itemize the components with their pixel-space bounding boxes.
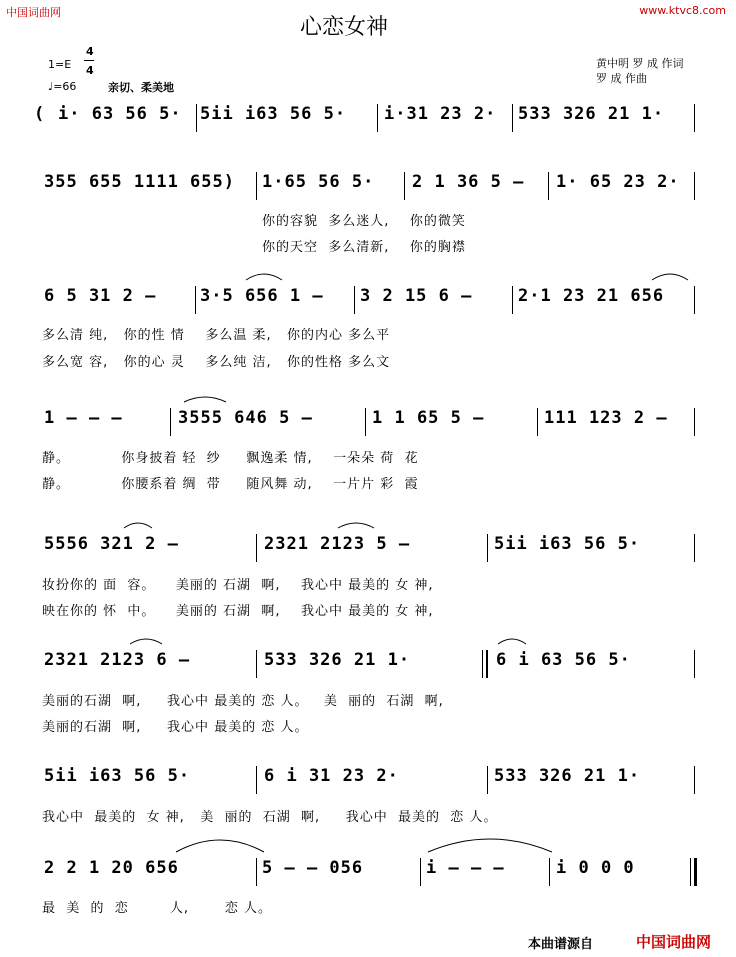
- lyric-line-1: 静。 你身披着 轻 纱 飘逸柔 情, 一朵朵 荷 花: [42, 451, 419, 466]
- notation-segment: 6 5 31 2 –: [44, 286, 157, 306]
- slur: [124, 523, 152, 528]
- notation-segment: 6 i 63 56 5·: [496, 650, 631, 670]
- slur: [184, 397, 226, 402]
- lyric-line-1: 妆扮你的 面 容。 美丽的 石湖 啊, 我心中 最美的 女 神,: [42, 578, 434, 593]
- slur: [130, 639, 162, 644]
- notation-segment: (: [34, 104, 46, 124]
- lyricist-credit: 黄中明 罗 成 作词: [596, 57, 684, 70]
- lyric-line-1: 最 美 的 恋 人, 恋 人。: [42, 901, 273, 916]
- slur: [176, 840, 264, 852]
- notation-segment: 355 655 1111 655): [44, 172, 235, 192]
- slur: [338, 523, 374, 528]
- notation-segment: 533 326 21 1·: [264, 650, 411, 670]
- slur: [428, 839, 552, 852]
- notation-segment: 3555 646 5 –: [178, 408, 313, 428]
- key-signature: 1=E: [48, 58, 72, 71]
- notation-segment: 3·5 656 1 –: [200, 286, 324, 306]
- notation-segment: 1· 65 23 2·: [556, 172, 680, 192]
- notation-segment: 5ii i63 56 5·: [494, 534, 641, 554]
- notation-segment: 2321 2123 6 –: [44, 650, 191, 670]
- lyric-line-1: 多么清 纯, 你的性 情 多么温 柔, 你的内心 多么平: [42, 328, 391, 343]
- notation-segment: 5 – – 056: [262, 858, 364, 878]
- lyric-line-2: 你的天空 多么清新, 你的胸襟: [262, 240, 466, 255]
- expression-marking: 亲切、柔美地: [108, 81, 174, 94]
- lyric-line-1: 你的容貌 多么迷人, 你的微笑: [262, 214, 466, 229]
- lyric-line-2: 映在你的 怀 中。 美丽的 石湖 啊, 我心中 最美的 女 神,: [42, 604, 434, 619]
- lyric-line-2: 美丽的石湖 啊, 我心中 最美的 恋 人。: [42, 720, 309, 735]
- composer-credit: 罗 成 作曲: [596, 72, 647, 85]
- watermark-left: 中国词曲网: [6, 6, 61, 19]
- notation-segment: i – – –: [426, 858, 505, 878]
- lyric-line-1: 美丽的石湖 啊, 我心中 最美的 恋 人。 美 丽的 石湖 啊,: [42, 694, 444, 709]
- slur: [498, 639, 526, 644]
- lyric-line-1: 我心中 最美的 女 神, 美 丽的 石湖 啊, 我心中 最美的 恋 人。: [42, 810, 498, 825]
- lyric-line-2: 静。 你腰系着 绸 带 随风舞 动, 一片片 彩 霞: [42, 477, 419, 492]
- notation-segment: 2·1 23 21 656: [518, 286, 665, 306]
- notation-segment: 1 – – –: [44, 408, 123, 428]
- notation-segment: 3 2 15 6 –: [360, 286, 473, 306]
- notation-segment: 111 123 2 –: [544, 408, 668, 428]
- notation-segment: i 0 0 0: [556, 858, 635, 878]
- time-signature-top: 4: [86, 45, 94, 58]
- watermark-right: www.ktvc8.com: [639, 4, 726, 17]
- notation-segment: 2 1 36 5 –: [412, 172, 525, 192]
- tempo-marking: ♩=66: [48, 80, 77, 93]
- notation-segment: 5ii i63 56 5·: [200, 104, 347, 124]
- notation-segment: 5ii i63 56 5·: [44, 766, 191, 786]
- notation-segment: 2 2 1 20 656: [44, 858, 179, 878]
- notation-segment: 1 1 65 5 –: [372, 408, 485, 428]
- notation-segment: 2321 2123 5 –: [264, 534, 411, 554]
- page-title: 心恋女神: [300, 15, 389, 40]
- notation-segment: i·31 23 2·: [384, 104, 497, 124]
- time-signature-bottom: 4: [86, 64, 94, 77]
- footer-source-label: 本曲谱源自: [528, 937, 594, 952]
- lyric-line-2: 多么宽 容, 你的心 灵 多么纯 洁, 你的性格 多么文: [42, 355, 391, 370]
- notation-segment: 1·65 56 5·: [262, 172, 375, 192]
- notation-segment: 533 326 21 1·: [518, 104, 665, 124]
- footer-site-link[interactable]: 中国词曲网: [636, 933, 712, 951]
- notation-segment: 5556 321 2 –: [44, 534, 179, 554]
- notation-segment: 533 326 21 1·: [494, 766, 641, 786]
- slur: [246, 274, 282, 280]
- notation-segment: i· 63 56 5·: [58, 104, 182, 124]
- slur: [652, 274, 688, 280]
- notation-segment: 6 i 31 23 2·: [264, 766, 399, 786]
